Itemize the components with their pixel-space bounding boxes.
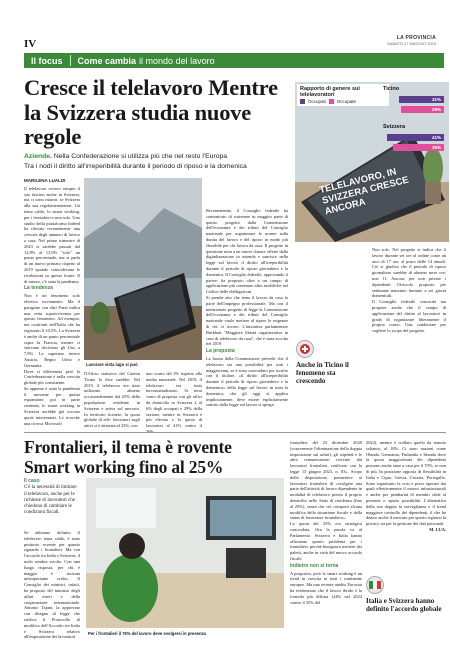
byline: MARILENA LUALDI xyxy=(24,178,66,183)
legend xyxy=(300,99,386,104)
italy-inset-title: Italia e Svizzera hanno definito l'accordo globale xyxy=(366,597,442,613)
legend-occupate: Occupate xyxy=(336,99,357,104)
svizzera-occupate-bar: 36% xyxy=(393,144,444,151)
col1-subhead: La tendenza xyxy=(24,285,53,292)
svizzera-label: Svizzera xyxy=(383,124,406,130)
ticino-label: Ticino xyxy=(383,86,400,92)
ticino-occupati-bar: 31% xyxy=(399,96,444,103)
col5-paragraph: Non solo. Nel progetto si indica che il lavoro durante sei ore al ordine come un arco di 17 ore, al posto delle 14 attuali. Ciò si giudica che il periodo di riposo giornaliero sarebbe di almeno nove ore, non 11. Ancora, per non privare i dipendenti l'Articolo proposto per settimane massimo limitato a sei giorni domenicali. xyxy=(372,247,446,299)
article1-col5 xyxy=(372,247,446,431)
col5-paragraph: Il Consiglio federale concorda ma propone anche che il campo di applicazione del diritto al lavoratori in grado di organizzare liberamente il proprio orario. Una condizione per cogliere lo scopo del progetto. xyxy=(372,299,446,334)
office-photo-image xyxy=(86,478,284,628)
deck-line-2: Tra i nodi il diritto all'irreperibilità durante il periodo di riposo e la domenica xyxy=(24,162,247,170)
section-divider xyxy=(70,55,71,66)
col3-paragraph: A proposito, però lo smart working è un trend in crescita in tutti i continente europeo. Ma una recente analisi Eurostat ha evidenziato che il lavoro ibrido è la formula più diffusa (44% nel 2024 contro il 35% del xyxy=(290,570,362,605)
masthead-date: SABATO 27 MAGGIO 2023 xyxy=(387,41,436,46)
article2-col4 xyxy=(366,440,446,570)
article2-sidebar xyxy=(24,478,77,517)
infographic-panel xyxy=(295,82,449,242)
legend-box xyxy=(297,84,389,106)
col4-subhead: La proposta xyxy=(206,348,235,355)
article1-col3 xyxy=(146,371,202,431)
ticino-inset xyxy=(296,340,366,385)
sidebar-text: C'è la necessità di limitare il telelavoro, anche per le richieste di lavoratori che chiedono di cambiare le condizioni fiscali. xyxy=(24,485,77,516)
masthead-name: LA PROVINCIA xyxy=(396,35,436,41)
col1-paragraph: Dove si differenzia però la Confederazione è nella crescita globale più consistente. xyxy=(24,368,80,386)
col4-paragraph: Recentemente, il Consiglio federale ha comunicato di sostenere in maggior parte di questo progetto dalla Commissione dell'economia e dei tributi del Consiglio nazionale per organizzare le norme sulla durata del lavoro e del riposo in modo più flessibile per chi lavora da casa. Il progetto in questione mira a ne nuove chance offerte dalla digitalizzazione in azienda e sancisce nella legge sul lavoro il diritto all'irreperibilità durante il periodo di riposo giornaliero e la domenica. Il Consiglio federale, approvando il parere, ha proposto oltre a un campo di applicazione più contenuto altre modifiche nel Codice delle obbligazioni. xyxy=(206,208,288,295)
col1-paragraph: Il telelavoro ovvero sempre il suo fascino anche in Svizzera, ma ci sono ostanti: se Svizzera alla sua regolamentazione. Un tema caldo, lo smart working, per i frontalieri e non solo. Uno studio della piattaforma Indeed ha rilevato recentemente una crescita degli annunci di lavoro a casa. Nel primo trimestre di 2023 si sarebbe passati dal 12,8% al 13,9% "solo" un punto percentuale, ma si parla di un nuovo primato rispetto al 2019 quando coincidevano le rivoluzioni su questo fronte. Il di mezzo, c'è stata la pandemia. xyxy=(24,185,80,284)
col4-paragraph: Si prende atto che tema il lavoro da casa fa parte dell'impegno professionale. Ma con il menzionato progetto di legge la Commissione dell'economia e dei tributi del Consiglio nazionale vuole mettere al riparo le esigenze di chi vi ricorre. L'iniziativa parlamentare Burkhart "Maggiore libertà organizzativa in caso di telelavoro da casa", che è stata accolta nel 2019. xyxy=(206,294,288,347)
infographic-title: Rapporto di genere sui telelavoratori xyxy=(300,86,360,98)
section-bar xyxy=(24,53,444,68)
article1-col4 xyxy=(206,208,288,430)
lake-photo-image xyxy=(84,178,202,360)
col1-paragraph: Se appunto è stata la pandemia il movente per questa espansione, poi in parte rientrata, lo smart working in Svizzera avrebbe già toccato quote interessanti. Le ricerche una ricerca Microsoft xyxy=(24,385,80,426)
topic-bold: Come cambia xyxy=(77,55,137,66)
article1-col2 xyxy=(84,371,140,431)
col3-paragraph: frontalieri del 23 dicembre 2020 (concernente l'eliminazione della doppia imposizione sui salari), gli stipendi e le altre remunerazioni ricevute dai lavoratori frontalieri, ratificato con la legge 13 giugno 2023, n. 83». Scopo della disposizione, permettere ai lavoratori frontalieri di «svolgere una parte dell'attività di lavoro dipendente in modalità di telelavoro presso il proprio domicilio nello Stato di residenza (fino al 25%), senza che ciò comporti alcuna modifica della situazione fiscale e della status di lavoratore frontaliero». xyxy=(290,440,362,521)
infographic-headline: TELELAVORO, IN SVIZZERA CRESCE ANCORA xyxy=(318,166,410,218)
lake-photo-caption: Lavorare vista lago si può xyxy=(86,362,138,367)
article2-col3 xyxy=(290,440,362,652)
flags-badge-icon xyxy=(366,576,384,594)
col4-signature: M. LUA. xyxy=(429,526,446,532)
article1-headline: Cresce il telelavoro Mentre la Svizzera studia nuove regole xyxy=(24,75,278,149)
col3-paragraph: uno scarto del 2% rispetto alla media nazionale. Nel 2019, il telelavoro era stato inconsuetudinario. Si terra conto di proposta con gli uffici da domicilio in Svizzera 2 al 6% degli occupati e 29% della sezione, mentre in Svizzera è più elevata e la quota di lavoratori al 41% contro il xyxy=(146,371,202,429)
article1-col1 xyxy=(24,178,80,428)
office-photo-caption: Per i frontalieri il 75% del lavoro deve svolgersi in presenza xyxy=(88,631,206,636)
page-number: IV xyxy=(24,38,37,50)
col1-paragraph: Non è un fenomeno solo elvetico ovviamente. Ma il paragone con altri Paesi indica una certa sopravvivenza per questo fenomeno. Ad esempio, nei confronti dell'Italia che ha registrato il 10,5%. La Svizzera è anche di un punto percentuale sopra la Francia, mentre ci staccano decisione gli Usa, a 7,9%. La superano invece Austria, Regno Unito e Germania. xyxy=(24,293,80,368)
ticino-inset-title: Anche in Ticino il fenomeno sta crescendo xyxy=(296,361,349,385)
article2-col1 xyxy=(24,530,80,652)
col2-paragraph: l'Ufficio statistico del Canton Ticino lo dice sarebbe. Nel 2019, il telelavoro era stato utilizzato almeno occasionalmente dal 25% della popolazione residente in Svizzera e attiva sul mercato. In territorio ticinese, la quota globale di tele- lavoratori sugli attivi si è attestata al 23%, con xyxy=(84,371,140,429)
sidebar-label: Il caso xyxy=(24,478,40,484)
legend-swatch-occupati xyxy=(300,99,305,104)
svizzera-occupati-bar: 41% xyxy=(387,134,444,141)
col4-paragraph: La bozza della Commissione prevede che il telelavoro sia una possibilità per tutti i maggiorenni, se è stato concordato per iscritto con il titolare, «il diritto all'irreperibilità durante il periodo di riposo giornaliero e la domenica» della legge sul lavoro in tutta la domenica, che gli oggi si applica implicitamente, deve essere esplicitamente sancito dalla legge sul lavoro si spiega. xyxy=(206,355,288,408)
office-photo xyxy=(86,478,284,628)
col3-subhead: Indietro non si torna xyxy=(290,562,339,569)
article1-deck xyxy=(24,152,319,171)
ticino-badge-icon xyxy=(296,340,314,358)
section-label: Il focus xyxy=(31,55,63,66)
col4-paragraph: 2022), mentre è crollato quello da remoto soltanto, al 10%. Ci sono nazioni come Olanda, Germania, Finlandia e Irlanda dove la quota maggioritaria dei dipendenti possono anche stare a casa per il 70%, se non di più. In posizione opposta di flessibilità in Italia e Cipro, Grecia, Croazia, Portogallo. Sono soprattutto la crisi e poter operare dai quali effettivamente il motori infrastrutturali e anche per pendiarità di membri sfide al presente e spazio possibilità. L'alternativa della sua doppia la sorveglianza e il trend maggiore controllo dei dipendenti, il che ha dentro anche il mercato per questo rigirarsi la privacy sia per la gestione dei dati personali. xyxy=(366,440,446,527)
col3-paragraph: La quota del 25% era strategica concordata. Ora la parola va al Parlamento. Svizzera e Italia hanno affrontato questo problema per i frontalieri, perché bisognava mettere dei paletti, anche in virtù del nuovo accordo fiscale. xyxy=(290,521,362,561)
ticino-occupate-bar: 29% xyxy=(401,106,444,113)
deck-line-1: Nella Confederazione si utilizza più che nel resto l'Europa xyxy=(53,153,228,160)
section-divider-line xyxy=(24,432,446,433)
article2-headline: Frontalieri, il tema è rovente Smart working fino al 25% xyxy=(24,437,232,477)
italy-switzerland-inset xyxy=(366,576,446,613)
topic-rest: il mondo del lavoro xyxy=(139,55,215,66)
masthead xyxy=(387,35,436,46)
legend-occupati: Occupati xyxy=(308,99,326,104)
legend-swatch-occupate xyxy=(329,99,334,104)
lake-photo xyxy=(84,178,202,360)
col1-paragraph: Se abbiamo definito il telelavoro tema caldo, è stato piuttosto rovente per quanto riguarda i frontalieri. Ma con l'accordo tra Italia e Svizzera, il nodo sembra sciolto. Con una lunga risposta, per chi è maggio è arrivata un'importante svolta. Il Consiglio dei ministri, infatti, ha proposto del ministro degli affari esteri e della cooperazione internazionale. Antonio Tajani, la approvato con disegno di legge che ratifica il Protocollo di modifica dell'Accordo tra Italia e Svizzera relativo all'imposizione dei lavoratori xyxy=(24,530,80,640)
deck-lead: Aziende. xyxy=(24,153,52,160)
